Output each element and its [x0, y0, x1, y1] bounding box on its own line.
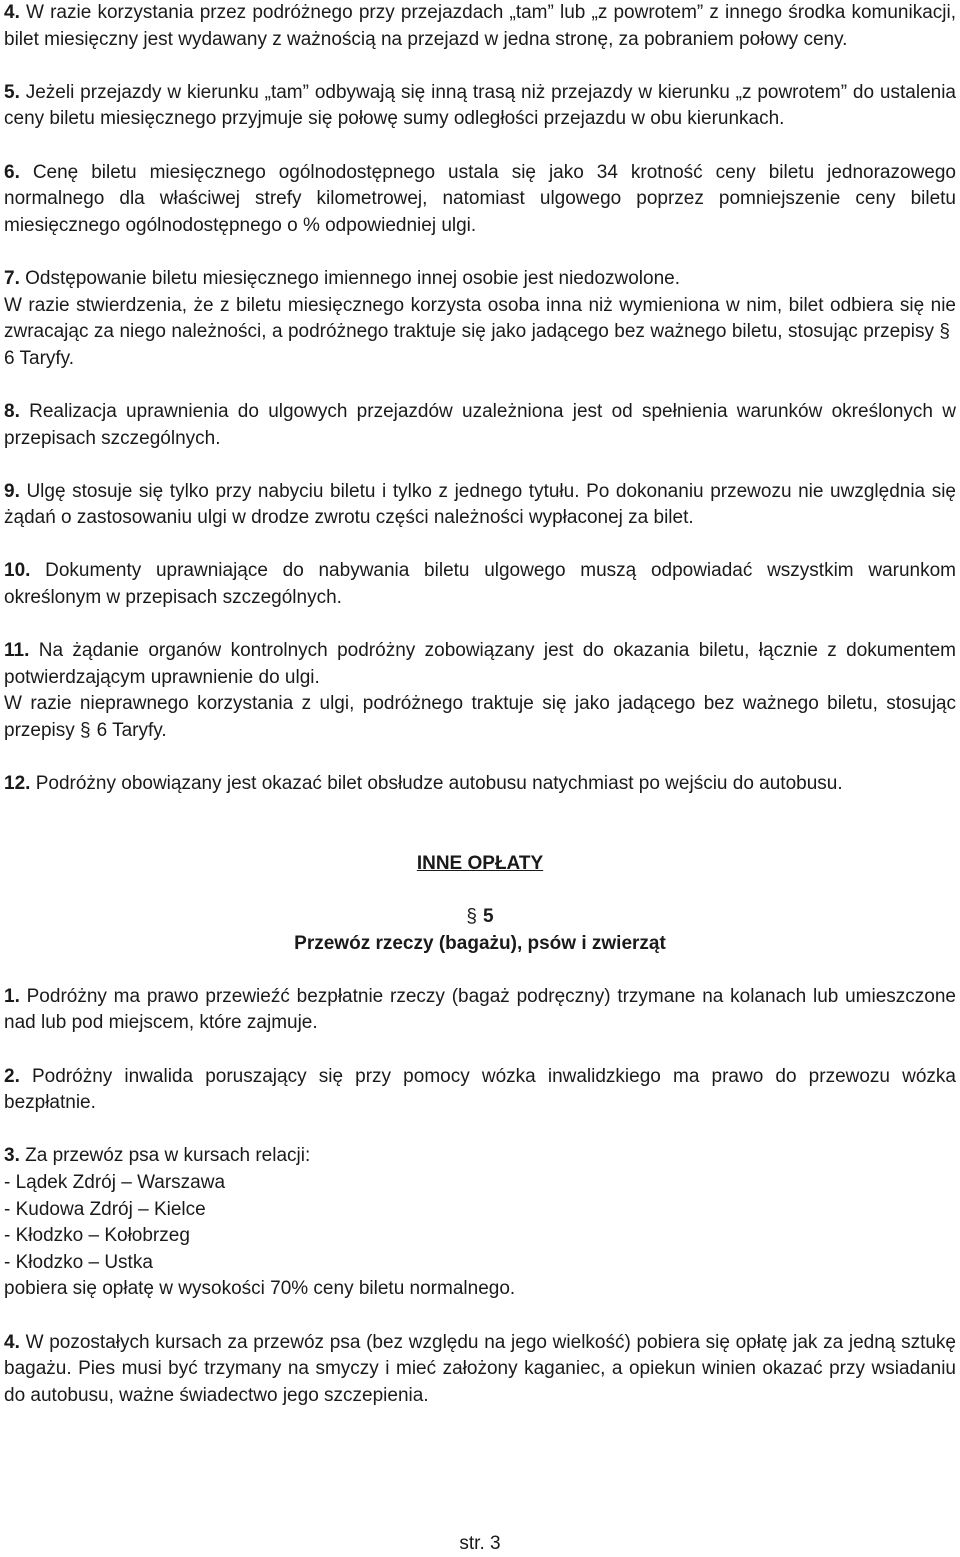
- paragraph-7-line-2: [4, 293, 956, 373]
- paragraph-text: W pozostałych kursach za przewóz psa (bez względu na jego wielkość) pobiera się opłatę jak za jedną sztukę bagażu. Pies musi być trzymany na smyczy i mieć założony kaganiec, a opiekun winien okazać przy wsiadaniu do autobusu, ważne świadectwo jego szczepienia.: [4, 1331, 956, 1406]
- section-paragraph-4: [4, 1330, 956, 1410]
- paragraph-text: W razie korzystania przez podróżnego przy przejazdach „tam” lub „z powrotem” z innego środka komunikacji, bilet miesięczny jest wydawany z ważnością na przejazd w jedna stronę, za pobraniem połowy ceny.: [4, 2, 956, 50]
- paragraph-12: [4, 771, 956, 798]
- section-paragraph-3: [4, 1143, 956, 1303]
- paragraph-7-line-1: [4, 266, 956, 293]
- paragraph-text: Podróżny inwalida poruszający się przy pomocy wózka inwalidzkiego ma prawo do przewozu wózka bezpłatnie.: [4, 1065, 956, 1114]
- paragraph-3-intro: [4, 1143, 956, 1170]
- document-page: [4, 0, 956, 1436]
- section-sign-icon: §: [466, 906, 477, 927]
- paragraph-reference: 6 Taryfy.: [96, 720, 167, 742]
- paragraph-number: 12.: [4, 773, 31, 795]
- paragraph-number: 1.: [4, 985, 20, 1007]
- paragraph-number: 9.: [4, 480, 20, 502]
- paragraph-11-line-2: [4, 691, 956, 744]
- route-list-item: - Kłodzko – Kołobrzeg: [4, 1225, 190, 1247]
- section-sign-icon: §: [80, 720, 91, 742]
- paragraph-10: [4, 558, 956, 611]
- paragraph-number: 8.: [4, 400, 20, 422]
- section-subtitle: Przewóz rzeczy (bagażu), psów i zwierząt: [294, 932, 666, 954]
- paragraph-11: [4, 638, 956, 744]
- paragraph-8: [4, 399, 956, 452]
- paragraph-number: 7.: [4, 267, 20, 289]
- paragraph-number: 10.: [4, 560, 31, 582]
- paragraph-3-outro: pobiera się opłatę w wysokości 70% ceny biletu normalnego.: [4, 1278, 516, 1300]
- paragraph-text: Podróżny ma prawo przewieźć bezpłatnie rzeczy (bagaż podręczny) trzymane na kolanach lub umieszczone nad lub pod miejscem, które zajmuje.: [4, 985, 956, 1034]
- section-paragraph-2: [4, 1064, 956, 1117]
- page-number: str. 3: [459, 1533, 501, 1554]
- section-sign-icon: §: [939, 321, 950, 343]
- paragraph-text: Odstępowanie biletu miesięcznego imiennego innej osobie jest niedozwolone.: [19, 267, 680, 289]
- paragraph-7: [4, 266, 956, 372]
- paragraph-text: W razie stwierdzenia, że z biletu miesięcznego korzysta osoba inna niż wymieniona w nim, bilet odbiera się nie zwracając za niego należności, a podróżnego traktuje się jako jadącego bez ważnego biletu, stosując przepisy: [4, 294, 956, 343]
- paragraph-4: [4, 0, 956, 53]
- section-paragraph-number-value: 5: [483, 906, 494, 927]
- paragraph-text: Dokumenty uprawniające do nabywania biletu ulgowego muszą odpowiadać wszystkim warunkom określonym w przepisach szczególnych.: [4, 560, 956, 609]
- paragraph-5: [4, 80, 956, 133]
- paragraph-number: 11.: [4, 640, 30, 662]
- paragraph-number: 6.: [4, 161, 20, 183]
- paragraph-number: 3.: [4, 1145, 20, 1167]
- paragraph-9: [4, 479, 956, 532]
- paragraph-text: W razie nieprawnego korzystania z ulgi, podróżnego traktuje się jako jadącego bez ważnego biletu, stosując przepisy: [4, 693, 956, 742]
- paragraph-text: Za przewóz psa w kursach relacji:: [19, 1145, 311, 1167]
- paragraph-text: Ulgę stosuje się tylko przy nabyciu biletu i tylko z jednego tytułu. Po dokonaniu przewozu nie uwzględnia się żądań o zastosowaniu ulgi w drodze zwrotu części należności wypłaconej za bilet.: [4, 480, 956, 529]
- paragraph-text: Na żądanie organów kontrolnych podróżny zobowiązany jest do okazania biletu, łącznie z dokumentem potwierdzającym uprawnienie do ulgi.: [4, 640, 956, 688]
- paragraph-text: Realizacja uprawnienia do ulgowych przejazdów uzależniona jest od spełnienia warunków określonych w przepisach szczególnych.: [4, 400, 956, 449]
- section-paragraph-1: [4, 984, 956, 1037]
- paragraph-text: Cenę biletu miesięcznego ogólnodostępnego ustala się jako 34 krotność ceny biletu jednorazowego normalnego dla właściwej strefy kilometrowej, natomiast ulgowego poprzez pomniejszenie ceny biletu miesięcznego ogólnodostępnego o % odpowiedniej ulgi.: [4, 161, 956, 236]
- paragraph-reference: 6 Taryfy.: [4, 347, 75, 369]
- paragraph-number: 4.: [4, 2, 20, 23]
- section-paragraph-number: [4, 904, 956, 931]
- route-list-item: - Kłodzko – Ustka: [4, 1251, 153, 1273]
- route-list-item: - Lądek Zdrój – Warszawa: [4, 1171, 226, 1193]
- paragraph-number: 2.: [4, 1065, 20, 1087]
- route-list-item: - Kudowa Zdrój – Kielce: [4, 1198, 206, 1220]
- paragraph-11-line-1: [4, 638, 956, 691]
- paragraph-6: [4, 160, 956, 240]
- paragraph-number: 4.: [4, 1331, 20, 1353]
- section-title: INNE OPŁATY: [416, 852, 544, 874]
- paragraph-number: 5.: [4, 81, 20, 103]
- paragraph-text: Podróżny obowiązany jest okazać bilet obsłudze autobusu natychmiast po wejściu do autobusu.: [30, 773, 843, 795]
- paragraph-text: Jeżeli przejazdy w kierunku „tam” odbywają się inną trasą niż przejazdy w kierunku „z powrotem” do ustalenia ceny biletu miesięcznego przyjmuje się połowę sumy odległości przejazdu w obu kierunkach.: [4, 81, 956, 130]
